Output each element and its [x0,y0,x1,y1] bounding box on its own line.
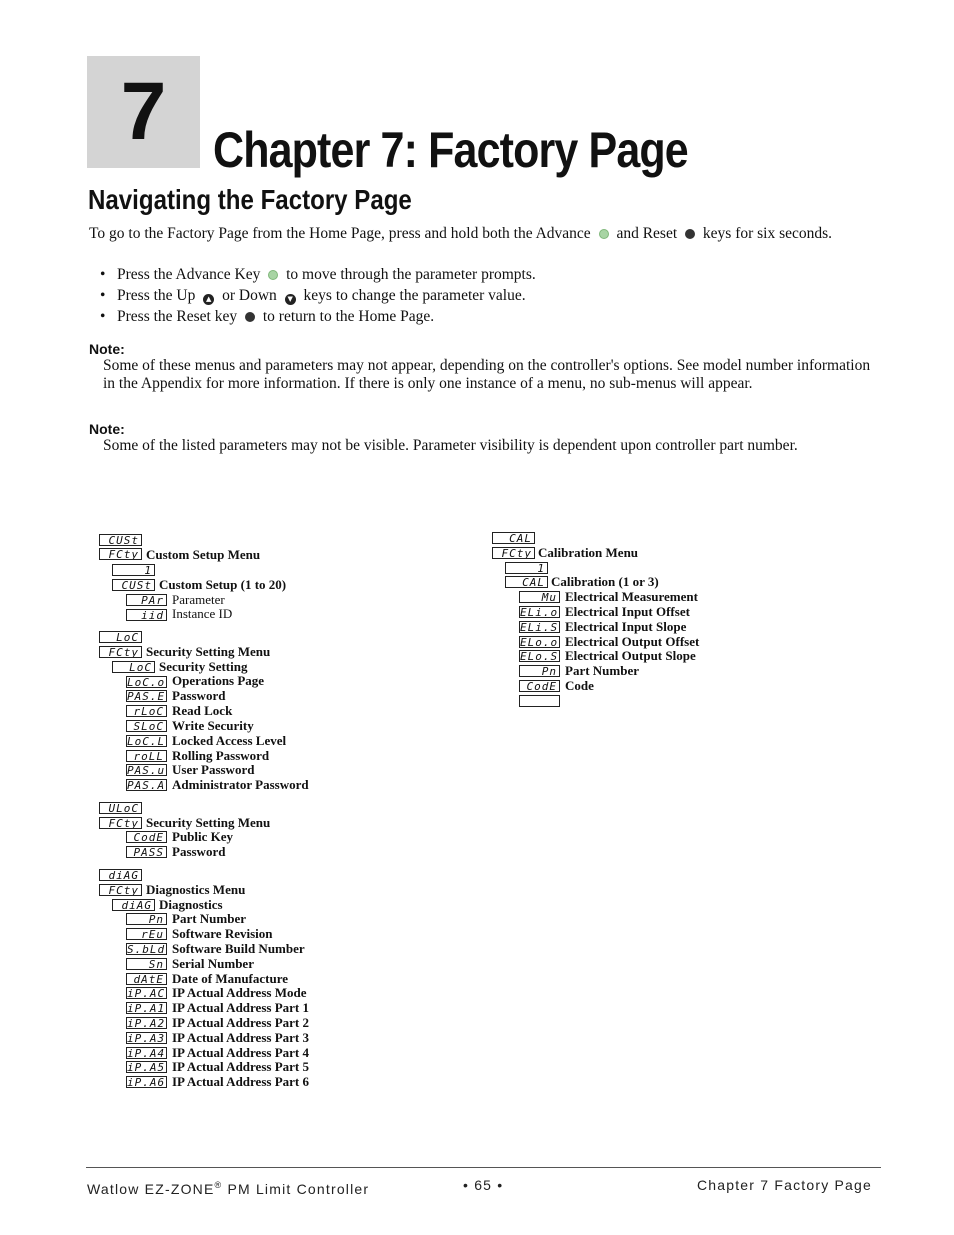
lcd-instance: 1 [112,564,155,576]
lcd-param-code: PAS.E [127,690,166,702]
lcd-param-code [519,695,560,707]
param-label: Electrical Input Offset [565,604,690,619]
up-key-icon: ▲ [203,294,214,305]
lcd-param-code: Mu [519,591,560,603]
chapter-title: Chapter 7: Factory Page [213,122,688,178]
footer-divider [86,1167,881,1168]
lcd-param-code: iP.AC [127,987,166,999]
param-label: Locked Access Level [172,733,287,748]
lcd-param-code: Sn [126,958,167,970]
param-label: Electrical Measurement [565,589,698,604]
lcd-fcty-code: FCty [99,548,142,560]
lcd-param-code: CodE [126,831,167,843]
lcd-fcty-code: FCty [99,884,142,896]
lcd-param-code: iP.A2 [127,1017,166,1029]
lcd-param-code: iP.A6 [127,1076,166,1088]
param-label: IP Actual Address Part 3 [172,1030,309,1045]
param-label: IP Actual Address Part 1 [172,1000,309,1015]
list-item: • Press the Advance Key to move through the parameter prompts. [100,266,536,284]
lcd-param-code: iP.A3 [127,1032,166,1044]
param-label: IP Actual Address Part 4 [172,1045,309,1060]
param-label: Electrical Input Slope [565,619,687,634]
lcd-fcty-code: FCty [99,817,142,829]
lcd-param-code: iP.A4 [127,1047,166,1059]
note-heading: Note: [89,421,125,437]
footer-product: Watlow EZ-ZONE® PM Limit Controller [87,1180,370,1197]
lcd-submenu-code: CAL [505,576,548,588]
lcd-param-code: PASS [126,846,167,858]
param-label: Serial Number [172,956,254,971]
intro-text-3: keys for six seconds. [702,225,833,242]
submenu-label: Security Setting [159,659,248,674]
menu-title: Security Setting Menu [146,644,271,659]
menu-title: Diagnostics Menu [146,882,246,897]
lcd-param-code: dAtE [126,973,167,985]
reset-key-icon [685,229,695,239]
note-text: Some of the listed parameters may not be visible. Parameter visibility is dependent upon controller part number. [103,437,798,454]
lcd-param-code: Pn [519,665,560,677]
lcd-menu-code: LoC [99,631,142,643]
intro-text-2: and Reset [616,225,678,242]
page-number: • 65 • [463,1177,504,1193]
lcd-param-code: iP.A5 [127,1061,166,1073]
lcd-menu-code: CAL [492,532,535,544]
param-label: Part Number [172,911,247,926]
param-label: IP Actual Address Part 6 [172,1074,309,1089]
lcd-submenu-code: LoC [112,661,155,673]
lcd-param-code: roLL [126,750,167,762]
lcd-submenu-code: diAG [112,899,155,911]
lcd-instance: 1 [505,562,548,574]
param-label: User Password [172,762,255,777]
advance-key-icon [268,270,278,280]
param-label: IP Actual Address Part 5 [172,1059,309,1074]
submenu-label: Custom Setup (1 to 20) [159,577,287,592]
lcd-param-code: rEu [126,928,167,940]
section-title: Navigating the Factory Page [88,184,412,215]
chapter-number: 7 [120,66,167,157]
list-item: • Press the Up ▲ or Down ▼ keys to change the parameter value. [100,287,526,305]
param-label: Password [172,688,226,703]
intro-text-1: To go to the Factory Page from the Home Page, press and hold both the Advance [89,225,591,242]
param-label: Software Revision [172,926,273,941]
intro-paragraph [89,225,889,243]
lcd-param-code: iid [126,609,167,621]
lcd-param-code: LoC.L [127,735,166,747]
advance-key-icon [599,229,609,239]
lcd-menu-code: ULoC [99,802,142,814]
lcd-fcty-code: FCty [492,547,535,559]
param-label: IP Actual Address Mode [172,985,307,1000]
lcd-submenu-code: CUSt [112,579,155,591]
note-text: Some of these menus and parameters may not appear, depending on the controller's options. See model number information in the Appendix for more information. If there is only one instance of a menu, no sub-menus will appear. [103,357,871,392]
param-label: Read Lock [172,703,233,718]
lcd-param-code: SLoC [126,720,167,732]
lcd-param-code: PAS.u [127,764,166,776]
param-label: Electrical Output Slope [565,648,696,663]
lcd-menu-code: CUSt [99,534,142,546]
lcd-param-code: rLoC [126,705,167,717]
menu-title: Calibration Menu [538,545,639,560]
lcd-param-code: PAS.A [127,779,166,791]
lcd-param-code: ELi.S [520,621,559,633]
lcd-param-code: PAr [126,594,167,606]
lcd-param-code: ELi.o [520,606,559,618]
lcd-param-code: CodE [519,680,560,692]
reset-key-icon [245,312,255,322]
menu-title: Security Setting Menu [146,815,271,830]
param-label: Write Security [172,718,254,733]
note-heading: Note: [89,341,125,357]
list-item: • Press the Reset key to return to the Home Page. [100,308,434,326]
menu-title: Custom Setup Menu [146,547,261,562]
param-label: Software Build Number [172,941,305,956]
param-label: Code [565,678,594,693]
lcd-param-code: Pn [126,913,167,925]
param-label: Parameter [172,592,225,607]
submenu-label: Calibration (1 or 3) [551,574,659,589]
param-label: Part Number [565,663,640,678]
submenu-label: Diagnostics [159,897,223,912]
lcd-param-code: LoC.o [127,676,166,688]
lcd-param-code: ELo.o [520,636,559,648]
param-label: Operations Page [172,673,265,688]
lcd-param-code: iP.A1 [127,1002,166,1014]
param-label: Instance ID [172,606,233,621]
down-key-icon: ▼ [285,294,296,305]
lcd-param-code: ELo.S [520,650,559,662]
lcd-param-code: S.bLd [127,943,166,955]
param-label: Public Key [172,829,234,844]
param-label: Password [172,844,226,859]
param-label: Rolling Password [172,748,270,763]
lcd-menu-code: diAG [99,869,142,881]
lcd-fcty-code: FCty [99,646,142,658]
footer-chapter: Chapter 7 Factory Page [696,1177,872,1193]
param-label: Date of Manufacture [172,971,289,986]
param-label: IP Actual Address Part 2 [172,1015,309,1030]
param-label: Electrical Output Offset [565,634,700,649]
param-label: Administrator Password [172,777,309,792]
